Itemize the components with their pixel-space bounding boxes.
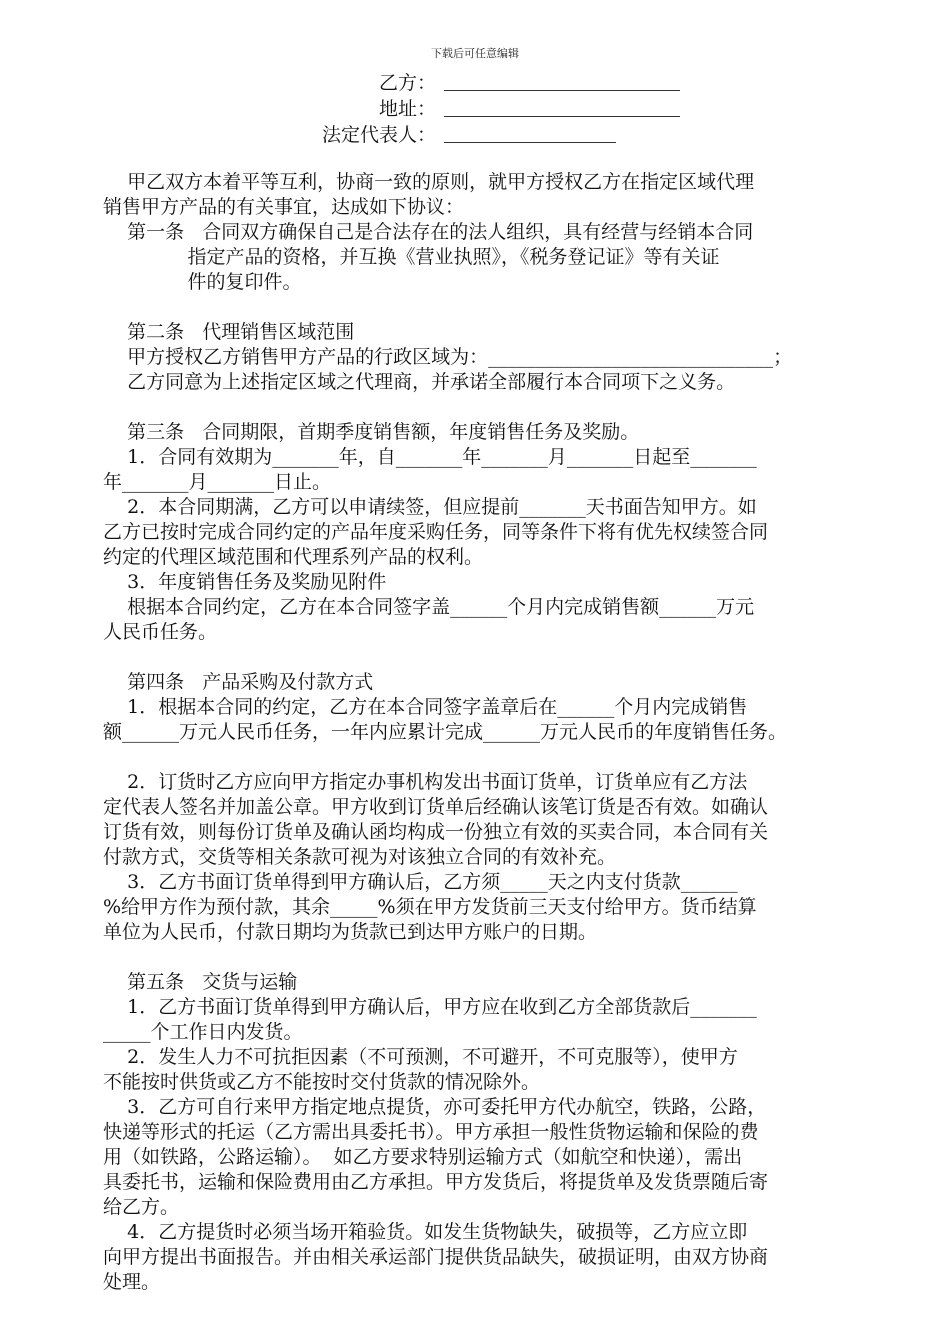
address-label: 地址： (378, 98, 436, 120)
text-line: 3．乙方书面订货单得到甲方确认后，乙方须_____天之内支付货款______ (103, 871, 738, 893)
text-line: 2．订货时乙方应向甲方指定办事机构发出书面订货单，订货单应有乙方法 (103, 771, 748, 793)
party-b-line (300, 70, 720, 96)
text-line: 付款方式，交货等相关条款可视为对该独立合同的有效补充。 (103, 846, 617, 868)
text-line: 1．乙方书面订货单得到甲方确认后，甲方应在收到乙方全部货款后_______ (103, 996, 757, 1018)
text-line: 甲乙双方本着平等互利，协商一致的原则，就甲方授权乙方在指定区域代理 (103, 171, 755, 193)
legal-rep-line (300, 122, 720, 148)
text-line: 处理。 (103, 1271, 161, 1293)
text-line: 第四条 产品采购及付款方式 (103, 671, 374, 693)
text-line: 4．乙方提货时必须当场开箱验货。如发生货物缺失，破损等，乙方应立即 (103, 1221, 748, 1243)
text-line: _____个工作日内发货。 (103, 1021, 303, 1043)
text-line: 第五条 交货与运输 (103, 971, 298, 993)
party-b-blank (444, 72, 680, 91)
text-line: 件的复印件。 (103, 271, 302, 293)
text-line: 具委托书，运输和保险费用由乙方承担。甲方发货后，将提货单及发货票随后寄 (103, 1171, 769, 1193)
text-line: 单位为人民币，付款日期均为货款已到达甲方账户的日期。 (103, 921, 598, 943)
text-line: 第三条 合同期限，首期季度销售额，年度销售任务及奖励。 (103, 421, 640, 443)
page-header: 下载后可任意编辑 (431, 47, 519, 60)
text-line: 2．发生人力不可抗拒因素（不可预测，不可避开，不可克服等），使甲方 (103, 1046, 738, 1068)
text-line: 乙方同意为上述指定区域之代理商，并承诺全部履行本合同项下之义务。 (103, 371, 736, 393)
text-line: 2．本合同期满，乙方可以申请续签，但应提前_______天书面告知甲方。如 (103, 496, 757, 518)
text-line: 年_______月_______日止。 (103, 471, 332, 493)
text-line: 第二条 代理销售区域范围 (103, 321, 355, 343)
address-blank (444, 98, 680, 117)
text-line: 约定的代理区域范围和代理系列产品的权利。 (103, 546, 484, 568)
text-line: 3．年度销售任务及奖励见附件 (103, 571, 387, 593)
text-line: 向甲方提出书面报告。并由相关承运部门提供货品缺失，破损证明，由双方协商 (103, 1246, 769, 1268)
party-b-label: 乙方： (378, 72, 436, 94)
text-line: 定代表人签名并加盖公章。甲方收到订货单后经确认该笔订货是否有效。如确认 (103, 796, 769, 818)
text-line: 1．根据本合同的约定，乙方在本合同签字盖章后在______个月内完成销售 (103, 696, 748, 718)
text-line: 快递等形式的托运（乙方需出具委托书）。甲方承担一般性货物运输和保险的费 (103, 1121, 759, 1143)
text-line: 销售甲方产品的有关事宜，达成如下协议： (103, 196, 465, 218)
text-line: 额______万元人民币任务，一年内应累计完成______万元人民币的年度销售任务。 (103, 721, 788, 743)
text-line: 根据本合同约定，乙方在本合同签字盖______个月内完成销售额______万元 (103, 596, 755, 618)
legal-rep-label: 法定代表人： (321, 124, 436, 146)
text-line: 3．乙方可自行来甲方指定地点提货，亦可委托甲方代办航空，铁路，公路， (103, 1096, 767, 1118)
text-line: 用（如铁路，公路运输）。 如乙方要求特别运输方式（如航空和快递），需出 (103, 1146, 743, 1168)
text-line: 人民币任务。 (103, 621, 218, 643)
text-line: 第一条 合同双方确保自己是合法存在的法人组织，具有经营与经销本合同 (103, 221, 754, 243)
text-line: 不能按时供货或乙方不能按时交付货款的情况除外。 (103, 1071, 541, 1093)
legal-rep-blank (444, 124, 616, 143)
text-line: 甲方授权乙方销售甲方产品的行政区域为：______________________________； (103, 346, 793, 368)
text-line: 乙方已按时完成合同约定的产品年度采购任务，同等条件下将有优先权续签合同 (103, 521, 769, 543)
text-line: 订货有效，则每份订货单及确认函均构成一份独立有效的买卖合同，本合同有关 (103, 821, 769, 843)
text-line: 给乙方。 (103, 1196, 180, 1218)
text-line: 1．合同有效期为_______年，自_______年_______月_______日起至_______ (103, 446, 757, 468)
text-line: %给甲方作为预付款，其余_____%须在甲方发货前三天支付给甲方。货币结算 (103, 896, 757, 918)
address-line (300, 96, 720, 122)
text-line: 指定产品的资格，并互换《营业执照》，《税务登记证》等有关证 (103, 246, 720, 268)
